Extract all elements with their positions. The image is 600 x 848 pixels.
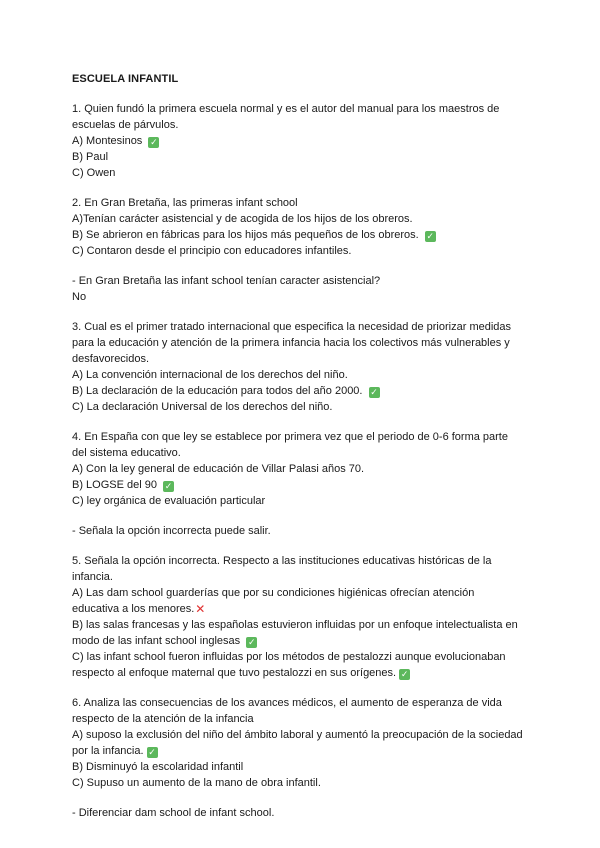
- check-mark-icon: ✓: [370, 387, 378, 397]
- text-line: [72, 553, 532, 569]
- text-line: [72, 149, 532, 165]
- question-block: [72, 429, 532, 509]
- check-mark-icon: ✓: [426, 231, 435, 241]
- line-text: respecto de la atención de la infancia: [72, 713, 254, 725]
- text-line: [72, 227, 532, 243]
- line-text: B) LOGSE del 90: [72, 479, 161, 491]
- text-line: [72, 601, 532, 617]
- text-line: [72, 243, 532, 259]
- line-text: 2. En Gran Bretaña, las primeras infant school: [72, 197, 298, 209]
- line-text: - Diferenciar dam school de infant school.: [72, 807, 275, 819]
- line-text: infancia.: [72, 571, 113, 583]
- line-text: B) Se abrieron en fábricas para los hijos más pequeños de los obreros.: [72, 229, 422, 241]
- line-text: A) Con la ley general de educación de Villar Palasi años 70.: [72, 463, 365, 475]
- question-list: [72, 101, 532, 821]
- line-text: B) La declaración de la educación para todos del año 2000.: [72, 385, 366, 397]
- text-line: [72, 711, 532, 727]
- question-block: [72, 273, 532, 305]
- check-mark-icon: ✓: [148, 747, 156, 757]
- line-text: - En Gran Bretaña las infant school tenían caracter asistencial?: [72, 275, 381, 287]
- text-line: [72, 665, 532, 681]
- line-text: educativa a los menores.: [72, 603, 195, 615]
- document-content: [72, 72, 532, 835]
- text-line: [72, 493, 532, 509]
- line-text: B) Disminuyó la escolaridad infantil: [72, 761, 244, 773]
- text-line: [72, 165, 532, 181]
- text-line: [72, 335, 532, 351]
- question-block: [72, 195, 532, 259]
- text-line: [72, 633, 532, 649]
- text-line: [72, 743, 532, 759]
- text-line: [72, 101, 532, 117]
- line-text: A) suposo la exclusión del niño del ámbito laboral y aumentó la preocupación de la sociedad: [72, 729, 523, 741]
- cross-mark-icon: ✕: [195, 602, 206, 616]
- text-line: [72, 367, 532, 383]
- question-block: [72, 553, 532, 681]
- text-line: [72, 273, 532, 289]
- text-line: [72, 523, 532, 539]
- question-block: [72, 805, 532, 821]
- line-text: del sistema educativo.: [72, 447, 181, 459]
- line-text: 5. Señala la opción incorrecta. Respecto a las instituciones educativas históricas de la: [72, 555, 492, 567]
- line-text: - Señala la opción incorrecta puede salir.: [72, 525, 271, 537]
- line-text: desfavorecidos.: [72, 353, 150, 365]
- line-text: B) Paul: [72, 151, 109, 163]
- text-line: [72, 759, 532, 775]
- line-text: modo de las infant school inglesas: [72, 635, 244, 647]
- line-text: B) las salas francesas y las españolas estuvieron influidas por un enfoque intelectualista en: [72, 619, 518, 631]
- text-line: [72, 695, 532, 711]
- text-line: [72, 133, 532, 149]
- text-line: [72, 289, 532, 305]
- text-line: [72, 775, 532, 791]
- document-title: ESCUELA INFANTIL: [72, 73, 179, 85]
- text-line: [72, 319, 532, 335]
- text-line: [72, 585, 532, 601]
- line-text: C) Owen: [72, 167, 116, 179]
- text-line: [72, 477, 532, 493]
- text-line: [72, 399, 532, 415]
- question-block: [72, 319, 532, 415]
- text-line: [72, 445, 532, 461]
- text-line: [72, 727, 532, 743]
- line-text: 6. Analiza las consecuencias de los avances médicos, el aumento de esperanza de vida: [72, 697, 502, 709]
- line-text: C) Supuso un aumento de la mano de obra infantil.: [72, 777, 321, 789]
- text-line: [72, 429, 532, 445]
- line-text: escuelas de párvulos.: [72, 119, 179, 131]
- check-mark-icon: ✓: [400, 669, 409, 679]
- text-line: [72, 805, 532, 821]
- line-text: No: [72, 291, 87, 303]
- line-text: A)Tenían carácter asistencial y de acogida de los hijos de los obreros.: [72, 213, 413, 225]
- line-text: 3. Cual es el primer tratado internacional que especifica la necesidad de priorizar medidas: [72, 321, 512, 333]
- text-line: [72, 211, 532, 227]
- check-mark-icon: ✓: [247, 637, 256, 647]
- line-text: 4. En España con que ley se establece por primera vez que el periodo de 0-6 forma parte: [72, 431, 508, 443]
- text-line: [72, 461, 532, 477]
- text-line: [72, 649, 532, 665]
- line-text: A) Montesinos: [72, 135, 146, 147]
- line-text: por la infancia.: [72, 745, 144, 757]
- text-line: [72, 117, 532, 133]
- text-line: [72, 351, 532, 367]
- text-line: [72, 617, 532, 633]
- text-line: [72, 383, 532, 399]
- line-text: para la educación y atención de la primera infancia hacia los colectivos más vulnerables y: [72, 337, 510, 349]
- text-line: [72, 569, 532, 585]
- text-line: [72, 195, 532, 211]
- line-text: C) ley orgánica de evaluación particular: [72, 495, 266, 507]
- line-text: A) La convención internacional de los derechos del niño.: [72, 369, 348, 381]
- line-text: respecto al enfoque maternal que tuvo pestalozzi en sus orígenes.: [72, 667, 397, 679]
- question-block: [72, 523, 532, 539]
- line-text: A) Las dam school guarderías que por su condiciones higiénicas ofrecían atención: [72, 587, 475, 599]
- check-mark-icon: ✓: [164, 481, 173, 491]
- line-text: C) las infant school fueron influidas por los métodos de pestalozzi aunque evolucionaban: [72, 651, 506, 663]
- line-text: C) La declaración Universal de los derechos del niño.: [72, 401, 333, 413]
- question-block: [72, 101, 532, 181]
- question-block: [72, 695, 532, 791]
- line-text: 1. Quien fundó la primera escuela normal y es el autor del manual para los maestros de: [72, 103, 500, 115]
- check-mark-icon: ✓: [150, 137, 158, 147]
- line-text: C) Contaron desde el principio con educadores infantiles.: [72, 245, 352, 257]
